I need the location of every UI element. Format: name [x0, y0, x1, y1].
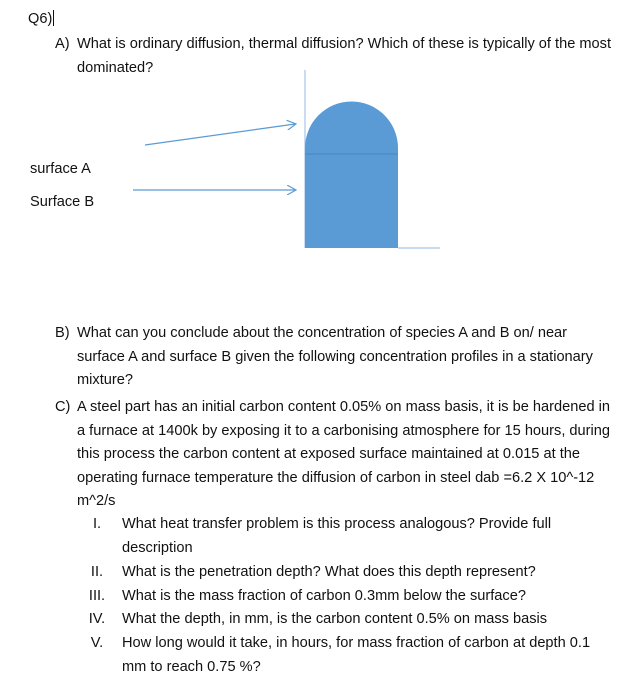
part-b-label: B)	[55, 325, 70, 341]
surface-b-label: Surface B	[30, 194, 95, 210]
subquestion-label: II.	[90, 564, 104, 580]
surface-a-label: surface A	[30, 161, 91, 177]
subquestion-text: What is the penetration depth? What does this depth represent?	[122, 564, 536, 580]
part-c-label: C)	[55, 399, 71, 415]
subquestion-text: How long would it take, in hours, for mass fraction of carbon at depth 0.1 mm to reach 0.75 %?	[122, 635, 591, 675]
subquestion-text: What heat transfer problem is this process analogous? Provide full description	[122, 516, 552, 556]
subquestion-label: I.	[92, 516, 102, 532]
subquestion-label: V.	[90, 635, 104, 651]
surface-a-arrow	[145, 124, 295, 145]
part-c-text: A steel part has an initial carbon content 0.05% on mass basis, it is be hardened in a furnace at 1400k by exposing it to a carbonising atmosphere for 15 hours, during this process the carbon content at exposed surface maintained at 0.015 at the operating furnace temperature the diffusion of carbon in steel dab =6.2 X 10^-12 m^2/s	[77, 399, 610, 509]
subquestion-text: What the depth, in mm, is the carbon content 0.5% on mass basis	[122, 611, 548, 627]
part-a-text: What is ordinary diffusion, thermal diffusion? Which of these is typically of the most dominated?	[77, 36, 611, 76]
question-number: Q6)	[28, 11, 53, 27]
diffusion-diagram	[0, 0, 631, 300]
part-a-label: A)	[55, 36, 70, 52]
subquestion-label: IV.	[88, 611, 106, 627]
part-b-text: What can you conclude about the concentration of species A and B on/ near surface A and surface B given the following concentration profiles in a stationary mixture?	[77, 325, 593, 388]
subquestion-text: What is the mass fraction of carbon 0.3mm below the surface?	[122, 588, 526, 604]
solid-body-shape	[305, 102, 398, 249]
subquestion-label: III.	[88, 588, 106, 604]
